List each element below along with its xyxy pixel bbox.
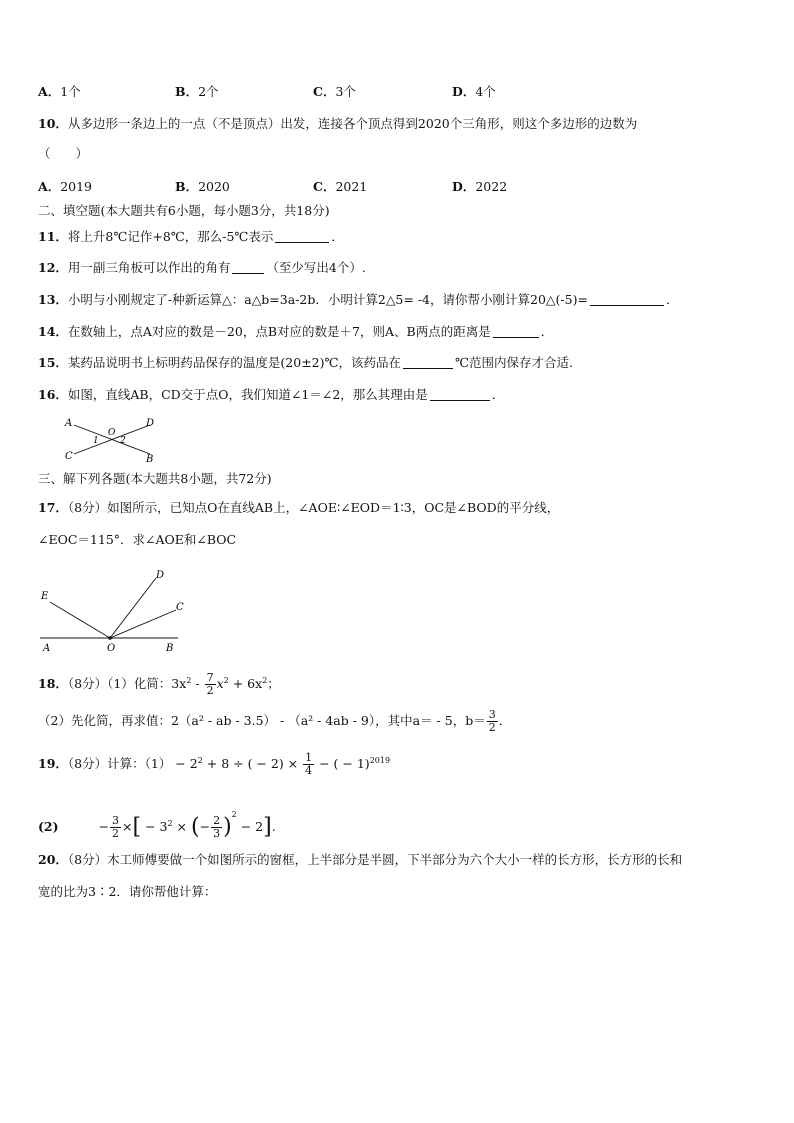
label-b: B — [166, 643, 174, 654]
label-d: D — [146, 418, 155, 429]
q13-blank[interactable] — [590, 292, 664, 306]
ray-oc — [110, 610, 176, 638]
q14: 14．在数轴上，点A对应的数是－20，点B对应的数是＋7，则A、B两点的距离是 ． — [38, 324, 554, 339]
right-paren: ) — [223, 814, 232, 840]
q10-paren: （ ） — [38, 146, 89, 161]
q19-part-2: (2) − $\frac{3}{2}$ ×[ − $3^2$ × (− $\frac{2}{3}$ )$^2$ − 2]. — [38, 810, 276, 840]
point-o — [108, 636, 112, 640]
q20-line-2: 宽的比为3∶2．请你帮他计算： — [38, 884, 217, 899]
q17-line-2: ∠EOC＝115°．求∠AOE和∠BOC — [38, 532, 237, 547]
q16-figure — [62, 414, 162, 464]
q15-blank[interactable] — [403, 355, 453, 369]
q10-stem: 10．从多边形一条边上的一点（不是顶点）出发，连接各个顶点得到2020个三角形，则这个多边形的边数为 — [38, 116, 638, 131]
q13: 13．小明与小刚规定了-种新运算△：a△b=3a-2b．小明计算2△5= -4，请你帮小刚计算20△(-5)= ． — [38, 292, 679, 307]
label-b: B — [146, 454, 154, 464]
q10-option-a: A．2019 — [38, 179, 93, 194]
q16: 16．如图，直线AB，CD交于点O，我们知道∠1＝∠2，那么其理由是 ． — [38, 387, 505, 402]
q11: 11．将上升8℃记作+8℃，那么-5℃表示 ． — [38, 229, 344, 244]
q17-line-1: 17．（8分）如图所示，已知点O在直线AB上，∠AOE∶∠EOD＝1∶3，OC是∠BOD的平分线， — [38, 500, 560, 515]
q14-blank[interactable] — [493, 324, 539, 338]
q16-blank[interactable] — [430, 387, 490, 401]
label-c: C — [65, 451, 73, 462]
q12: 12．用一副三角板可以作出的角有 （至少写出4个）. — [38, 260, 366, 275]
q18-part-1: 18．（8分）（1）化简：$3x^2$ - $\frac{7}{2}$ $x^2 + 6x^2$； — [38, 671, 280, 698]
q9-option-b: B．2个 — [175, 84, 219, 99]
left-bracket: [ — [132, 814, 142, 840]
label-a: A — [43, 643, 51, 654]
label-o: O — [108, 428, 116, 438]
fraction-7-2: $\frac{7}{2}$ — [206, 671, 214, 698]
label-angle-1: 1 — [93, 436, 99, 446]
q19-part-1: 19．（8分）计算：$(1) - 2^2 + 8$ ÷ ( − 2) × $\frac{1}{4}$ − ( − 1)$^{2019}$ — [38, 751, 391, 778]
label-o: O — [107, 643, 116, 654]
q12-blank[interactable] — [232, 260, 264, 274]
section-2-heading: 二、填空题(本大题共有6小题，每小题3分，共18分) — [38, 203, 330, 218]
q10-option-b: B．2020 — [175, 179, 230, 194]
q9-option-c: C．3个 — [313, 84, 356, 99]
ray-oe — [50, 602, 110, 638]
fraction-3-2: $\frac{3}{2}$ — [112, 814, 120, 840]
q18-part-2: （2）先化简，再求值：2（a² - ab - 3.5） - （a² - 4ab - 9），其中a＝ - 5，b＝ $\frac{3}{2}$ ． — [38, 708, 512, 734]
right-bracket: ] — [263, 814, 272, 840]
label-c: C — [176, 602, 184, 613]
label-a: A — [65, 418, 73, 429]
fraction-2-3: $\frac{2}{3}$ — [213, 814, 221, 840]
q11-blank[interactable] — [275, 229, 329, 243]
q9-option-d: D．4个 — [452, 84, 496, 99]
label-angle-2: 2 — [120, 436, 126, 446]
q17-figure — [36, 566, 186, 654]
left-paren: ( — [190, 814, 200, 840]
fraction-3-2: $\frac{3}{2}$ — [488, 708, 496, 734]
q10-option-d: D．2022 — [452, 179, 508, 194]
q9-option-a: A．1个 — [38, 84, 81, 99]
fraction-1-4: $\frac{1}{4}$ — [305, 751, 313, 778]
q10-option-c: C．2021 — [313, 179, 368, 194]
label-e: E — [41, 591, 49, 602]
ray-od — [110, 578, 156, 638]
section-3-heading: 三、解下列各题(本大题共8小题，共72分) — [38, 471, 272, 486]
q15: 15．某药品说明书上标明药品保存的温度是(20±2)℃，该药品在 ℃范围内保存才合适. — [38, 355, 573, 370]
label-d: D — [156, 570, 165, 581]
q20-line-1: 20．（8分）木工师傅要做一个如图所示的窗框，上半部分是半圆，下半部分为六个大小一样的长方形，长方形的长和 — [38, 852, 683, 867]
